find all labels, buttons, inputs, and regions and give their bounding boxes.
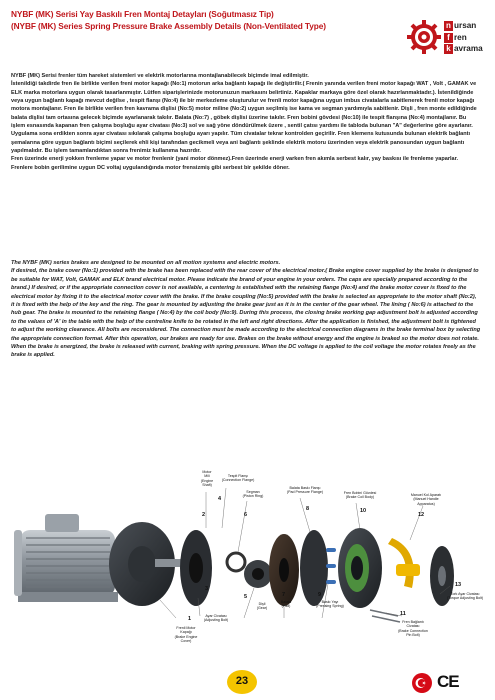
ce-mark: CE	[437, 672, 459, 691]
turkish-flag-icon	[412, 673, 432, 693]
part-number: 9	[318, 592, 322, 598]
paragraph: İstenildiği takdirde fren ile birlikte verilen freni motor kapağı (No:1) motorun arka bağlantı kapağı ile değiştirilir.( Frenin yanında verilen freni motor kapağı WAT , Volt , GAMAK ve ELK marka motorlara uygun olarak tasarlanmıştır. Lütfen siparişlerinizde motorunuzun markasını belirtiniz. Kapaklar markaya göre özel olarak hazırlanmaktadır.). İstenildiğinde veya uygun bağlantı kapağı mevcut değilse , tespit flanşı (No:4) ile bir merkezleme oluşturulur ve frenli motor kapağına uygun imbus civatalarla sabitlenerek frenli motor kapağı motora montajlanır. Fren ile birlikte verilen fren kavrama dişlisi (No:5) motor miline (No:2) uygun seçilmiş ise kama ve segman yardımıyla sabitlenir. Dişli , fren monte edildiğinde balata dişlisi tam ortasına gelecek biçimde ayarlanarak takılır. Balata (No:7) , göbek dişlisi üzerine takılır. Fren bobini gövdesi (No:10) ile tespit flanşına (No:4) montajlanır. Bu işlem esnasında kapanan fren çalışma boşluğu ayar civatası (No:3) sol ve sağ yöne döndürülmek üzere , sentil çatısı yardımı ile tabloda bulunan "A" değerlerine göre ayarlanır. Uygulama sona erdikten sonra ayar civatası sıkılarak çalışma boşluğu ayarı yapılır. Tüm civatalar tekrar kontrolden geçirilir. Fren klemens kutusunda bulunan elektrik bağlantı şemalarına göre uygun bağlantı biçimi seçilerek ehli kişi tarafından gecikmeli veya ani bağlantı şeklinde elektrik motoru üzerinden veya elektrik panosundan uygun bağlantı yapılmalıdır. Bu işlem tamamlandıktan sonra frenimiz kullanıma hazırdır.	[11, 81, 477, 155]
label-adjust-bolt: Ayar Civatası (Adjusting Bolt)	[203, 614, 229, 623]
logo-wordmark	[444, 21, 483, 56]
part-number: 1	[188, 616, 192, 622]
logo-row	[444, 21, 483, 32]
part-number: 2	[202, 512, 206, 518]
logo-row	[444, 44, 483, 55]
body-english	[11, 259, 481, 360]
label-brake-cover: Frenli Motor Kapağı (Brake Engine Cover)	[174, 626, 198, 643]
part-number: 4	[218, 496, 222, 502]
part-number: 11	[400, 611, 406, 617]
part-number: 6	[244, 512, 248, 518]
logo-word: ursan	[454, 21, 477, 31]
part-number: 3	[205, 586, 209, 592]
label-motor-shaft: Motor Mili (Engine Shaft)	[200, 470, 214, 487]
paragraph: NYBF (MK) Serisi frenler tüm hareket sistemleri ve elektrik motorlarına montajlanabilecek biçimde imal edilmiştir.	[11, 73, 309, 79]
paragraph: Fren üzerinde enerji yokken frenleme yapar ve motor frenlenir (yani motor dönmez).Fren üzerinde enerji varken fren akımla serbest kalır, yay baskısı ile frenleme yaparlar. Frenlere bobin gerilimine uygun DC voltaj uygulandığında motor frensizmiş gibi serbest bir şekilde döner.	[11, 156, 459, 171]
page-header	[11, 8, 391, 32]
logo-initial: f	[444, 33, 453, 43]
logo-initial: n	[444, 21, 453, 31]
label-gear: Dişli (Gear)	[256, 602, 268, 611]
electric-motor	[14, 514, 118, 602]
logo-word: ren	[454, 32, 467, 42]
paragraph: The NYBF (MK) series brakes are designed to be mounted on all motion systems and electric motors.	[11, 260, 281, 266]
pressing-springs	[326, 548, 336, 584]
logo-initial: k	[444, 44, 453, 54]
logo-row	[444, 33, 483, 44]
part-number: 12	[418, 512, 425, 518]
assembly-diagram	[0, 468, 495, 668]
part-number: 7	[282, 592, 286, 598]
label-lining-flange: Balata Baskı Flanşı (Pad Pressure Flange)	[286, 486, 324, 495]
body-turkish	[11, 72, 479, 172]
label-connection-pin: Fren Bağlantı Civatası (Brake Connection Pin Bolt)	[398, 620, 428, 637]
manual-lever-part	[388, 538, 414, 588]
label-torque-bolt: Tork Ayar Civatası (Torque Adjusting Bolt)	[446, 592, 484, 601]
company-logo	[406, 17, 490, 65]
label-coil-body: Fren Bobini Gövdesi (Brake Coil Body)	[343, 491, 377, 500]
page-number-badge	[227, 670, 257, 694]
label-pad: Balata (Pad)	[280, 600, 292, 609]
part-number: 10	[360, 508, 367, 514]
piston-ring-part	[227, 553, 245, 571]
part-number: 5	[244, 594, 248, 600]
part-number: 13	[455, 582, 462, 588]
gear-logo-icon	[406, 19, 442, 55]
label-fixing-flange: Tespit Flanşı (Connection Flange)	[221, 474, 255, 483]
title-turkish: NYBF (MK) Serisi Yay Baskılı Fren Montaj Detayları (Soğutmasız Tip)	[11, 9, 274, 19]
pressure-flange-part	[300, 530, 328, 606]
part-number: 8	[306, 506, 310, 512]
page-number: 23	[235, 675, 249, 687]
title-english: (NYBF (MK) Series Spring Pressure Brake Assembly Details (Non-Ventilated Type)	[11, 21, 326, 31]
label-segman: Segman (Piston Ring)	[242, 490, 264, 499]
crescent-star-icon	[412, 673, 432, 693]
paragraph: If desired, the brake cover (No:1) provided with the brake has been replaced with the rear cover of the electrical motor.( Brake engine cover supplied by the brake is designed to be suitable for WAT, Volt, GAMAK and ELK brand electrical motor. Please indicate the brand of your engine in your orders. The caps are specially prepared according to the brand.) If desired, or if the appropriate connection cover is not available, a centering is established with the retaining flange (No:4) and the brake motor cover is fixed to the electrical motor by fixing it to the electrical motor cover with the brake. If the brake coupling (No:5) provided with the brake is selected as appropriate to the motor shaft (No:2), it is fixed with the help of the key and the ring. The gear is mounted by adjusting the brake gear just as it is in the center of the gear wheel. The lining ( No:6) is attached to the hub gear. The brake is mounted to the retaining flange ( No:4) by the coil body (No:9). During this process, the closing brake working gap adjustment bolt is adjusted according to the values of 'A' in the table with the help of the centreline knife to be rotated in the left and right directions. After the application is finished, the adjustment bolt is tightened to adjust the working clearance. All bolts are reconsidered. The connection must be made according to the electrical connection diagrams in the brake terminal box by selecting the appropriate connection format. After this operation, our brakes are ready for use. Brakes on the brake without energy and the engine is braked so the motor does not rotate. When the brake is energized, the brake is released with current, braking with spring pressure. When the DC voltage is applied to the coil voltage the motor rotates freely as the brake is applied.	[11, 268, 481, 359]
label-spring: Baskı Yayı (Pressing Spring)	[316, 600, 344, 609]
label-manual-release: Manuel Kol Aparatı (Manuel Handle Apparatus)	[410, 493, 442, 506]
logo-word: avrama	[454, 44, 483, 54]
